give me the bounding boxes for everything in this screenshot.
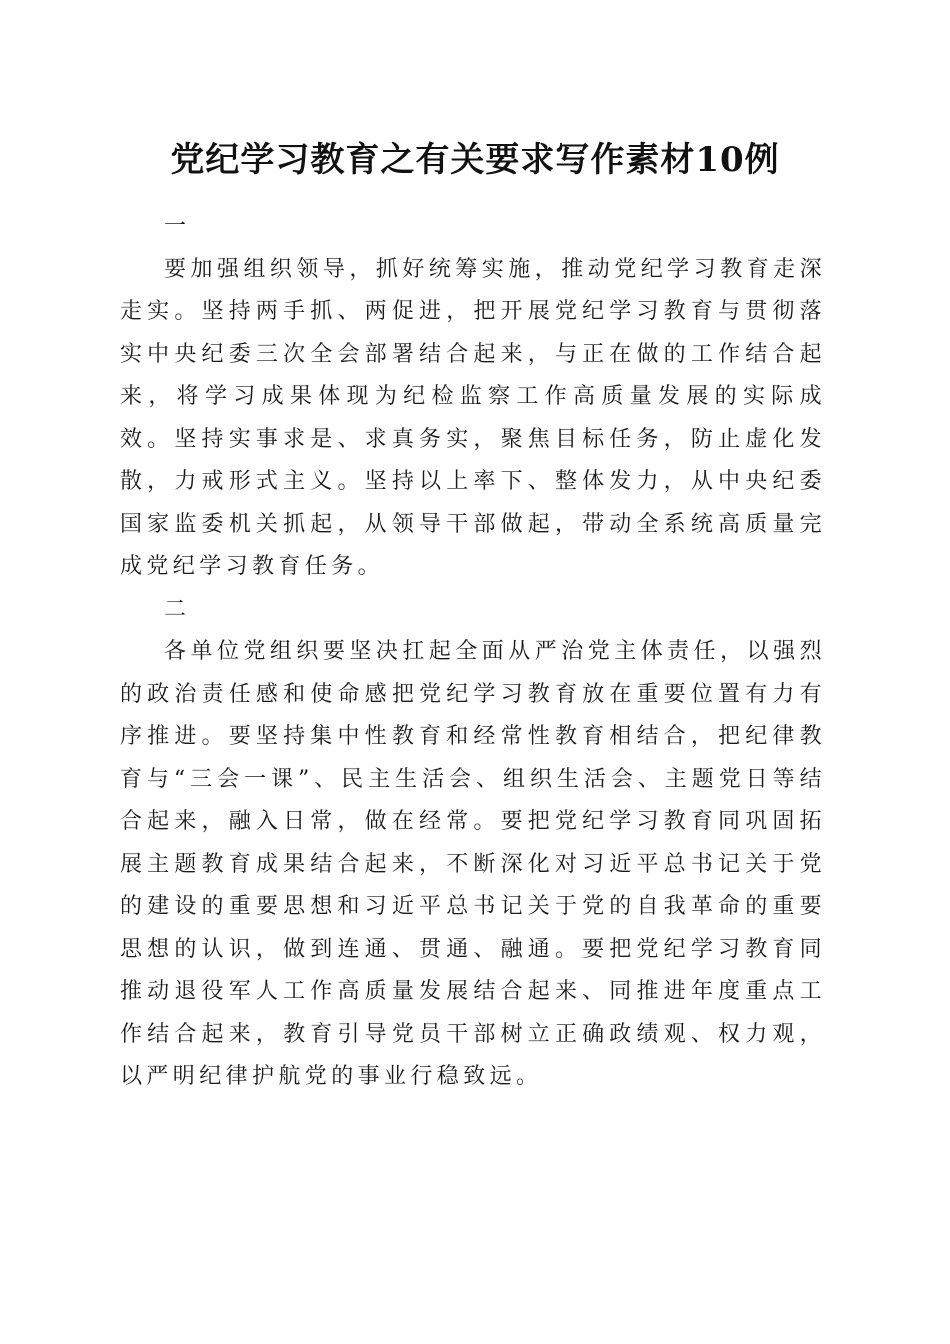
section-paragraph: 各单位党组织要坚决扛起全面从严治党主体责任，以强烈的政治责任感和使命感把党纪学习教育放在重要位置有力有序推进。要坚持集中性教育和经常性教育相结合，把纪律教育与“三会一课”、民主生活会、组织生活会、主题党日等结合起来，融入日常，做在经常。要把党纪学习教育同巩固拓展主题教育成果结合起来，不断深化对习近平总书记关于党的建设的重要思想和习近平总书记关于党的自我革命的重要思想的认识，做到连通、贯通、融通。要把党纪学习教育同推动退役军人工作高质量发展结合起来、同推进年度重点工作结合起来，教育引导党员干部树立正确政绩观、权力观，以严明纪律护航党的事业行稳致远。 [120, 639, 826, 1089]
section-number: 二 [164, 596, 191, 622]
section-number: 一 [164, 214, 191, 239]
document-body [120, 206, 826, 1099]
document-title: 党纪学习教育之有关要求写作素材10例 [170, 140, 780, 180]
section-paragraph: 要加强组织领导，抓好统筹实施，推动党纪学习教育走深走实。坚持两手抓、两促进，把开展党纪学习教育与贯彻落实中央纪委三次全会部署结合起来，与正在做的工作结合起来，将学习成果体现为纪检监察工作高质量发展的实际成效。坚持实事求是、求真务实，聚焦目标任务，防止虚化发散，力戒形式主义。坚持以上率下、整体发力，从中央纪委国家监委机关抓起，从领导干部做起，带动全系统高质量完成党纪学习教育任务。 [120, 256, 826, 579]
